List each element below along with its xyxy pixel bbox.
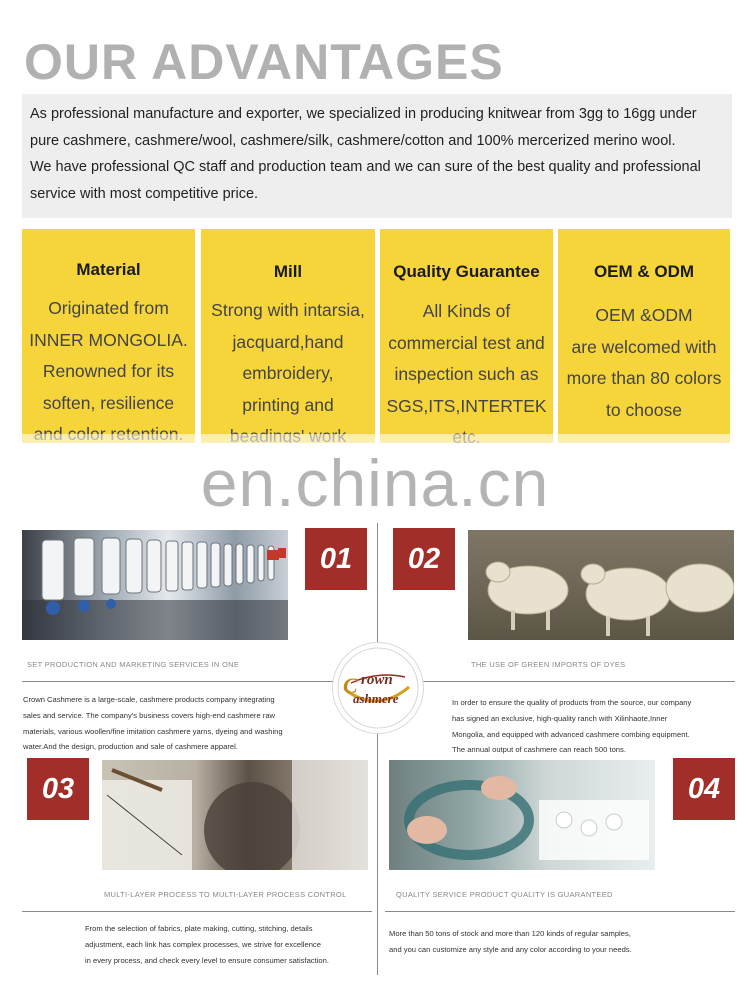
- panel-description: [85, 921, 375, 968]
- tailoring-illustration: [102, 760, 368, 870]
- card-oem-odm: [558, 229, 730, 443]
- watermark: en.china.cn: [200, 446, 550, 520]
- panel-number-02: 02: [393, 528, 455, 590]
- card-line: more than 80 colors: [566, 368, 722, 388]
- panel-rule: [22, 911, 372, 912]
- intro-text: [30, 101, 730, 207]
- panel-rule: [385, 911, 735, 912]
- card-line: Originated from: [48, 298, 169, 318]
- sewing-illustration: [389, 760, 655, 870]
- card-body: [201, 295, 375, 443]
- card-line: Renowned for its: [42, 361, 175, 381]
- card-line: printing and: [242, 394, 334, 415]
- panel-description: [23, 692, 363, 755]
- card-line: are welcomed with: [571, 336, 717, 357]
- card-line: Strong with intarsia,: [211, 300, 365, 320]
- card-line: inspection such as: [394, 364, 539, 384]
- panel-caption: QUALITY SERVICE PRODUCT QUALITY IS GUARANTEED: [396, 890, 613, 899]
- desc-line: From the selection of fabrics, plate making, cutting, stitching, details: [85, 924, 313, 933]
- desc-line: in every process, and check every level to ensure consumer satisfaction.: [85, 955, 329, 965]
- card-line: INNER MONGOLIA.: [29, 329, 188, 350]
- panel-number-01: 01: [305, 528, 367, 590]
- knitting-machines-illustration: [22, 530, 288, 640]
- card-body: [22, 293, 195, 443]
- card-line: SGS,ITS,INTERTEK: [386, 395, 547, 416]
- logo-initial: C: [343, 673, 358, 698]
- desc-line: and you can customize any style and any color according to your needs.: [389, 944, 632, 954]
- desc-line: adjustment, each link has complex processes, we strive for excellence: [85, 939, 321, 949]
- card-material: [22, 229, 195, 443]
- desc-line: The annual output of cashmere can reach 500 tons.: [452, 745, 626, 755]
- logo-line2: ashmere: [353, 691, 399, 706]
- panel-number-04: 04: [673, 758, 735, 820]
- card-body: [558, 300, 730, 426]
- card-line: soften, resilience: [42, 392, 175, 413]
- intro-line: We have professional QC staff and production team and we can sure of the best quality and professional: [30, 159, 701, 175]
- card-line: to choose: [606, 399, 682, 420]
- knitting-machines-photo: [22, 530, 288, 640]
- tailoring-photo: [102, 760, 368, 870]
- desc-line: More than 50 tons of stock and more than 120 kinds of regular samples,: [389, 929, 631, 938]
- goats-photo: [468, 530, 734, 640]
- card-title: Mill: [273, 262, 303, 281]
- card-quality-guarantee: [380, 229, 553, 443]
- panel-caption: THE USE OF GREEN IMPORTS OF DYES: [471, 660, 626, 669]
- card-line: jacquard,hand: [232, 331, 344, 352]
- intro-line: pure cashmere, cashmere/wool, cashmere/silk, cashmere/cotton and 100% mercerized merino wool.: [30, 132, 676, 149]
- panel-caption: SET PRODUCTION AND MARKETING SERVICES IN ONE: [27, 660, 240, 669]
- card-line: commercial test and: [388, 332, 545, 353]
- card-line: All Kinds of: [422, 301, 511, 321]
- panel-rule: [22, 681, 372, 682]
- card-title: OEM & ODM: [593, 262, 695, 281]
- desc-line: has signed an exclusive, high-quality ranch with Xilinhaote,Inner: [452, 713, 668, 723]
- center-divider: [377, 523, 378, 975]
- panel-rule: [385, 681, 735, 682]
- desc-line: In order to ensure the quality of products from the source, our company: [452, 698, 692, 707]
- card-mill: [201, 229, 375, 443]
- panel-description: [389, 926, 719, 958]
- sewing-photo: [389, 760, 655, 870]
- card-title: Material: [76, 260, 141, 279]
- desc-line: materials, various woollen/fine imitation cashmere yarns, dyeing and washing: [23, 726, 283, 736]
- intro-line: service with most competitive price.: [30, 185, 259, 202]
- panel-caption: MULTI-LAYER PROCESS TO MULTI-LAYER PROCESS CONTROL: [104, 890, 347, 899]
- desc-line: Mongolia, and equipped with advanced cashmere combing equipment.: [452, 729, 690, 739]
- desc-line: sales and service. The company's business covers high-end cashmere raw: [23, 710, 276, 720]
- card-line: embroidery,: [242, 363, 334, 383]
- card-body: [380, 296, 553, 443]
- desc-line: Crown Cashmere is a large-scale, cashmere products company integrating: [23, 695, 275, 704]
- goats-illustration: [468, 530, 734, 640]
- logo-line1: rown: [361, 672, 393, 688]
- card-title: Quality Guarantee: [393, 262, 540, 281]
- card-line: OEM &ODM: [595, 305, 693, 325]
- desc-line: water.And the design, production and sale of cashmere apparel.: [23, 742, 238, 752]
- intro-line: As professional manufacture and exporter, we specialized in producing knitwear from 3gg to 16gg under: [30, 106, 697, 122]
- panel-description: [452, 695, 742, 758]
- panel-number-03: 03: [27, 758, 89, 820]
- page-title: OUR ADVANTAGES: [24, 34, 504, 90]
- crown-cashmere-logo: [332, 642, 424, 734]
